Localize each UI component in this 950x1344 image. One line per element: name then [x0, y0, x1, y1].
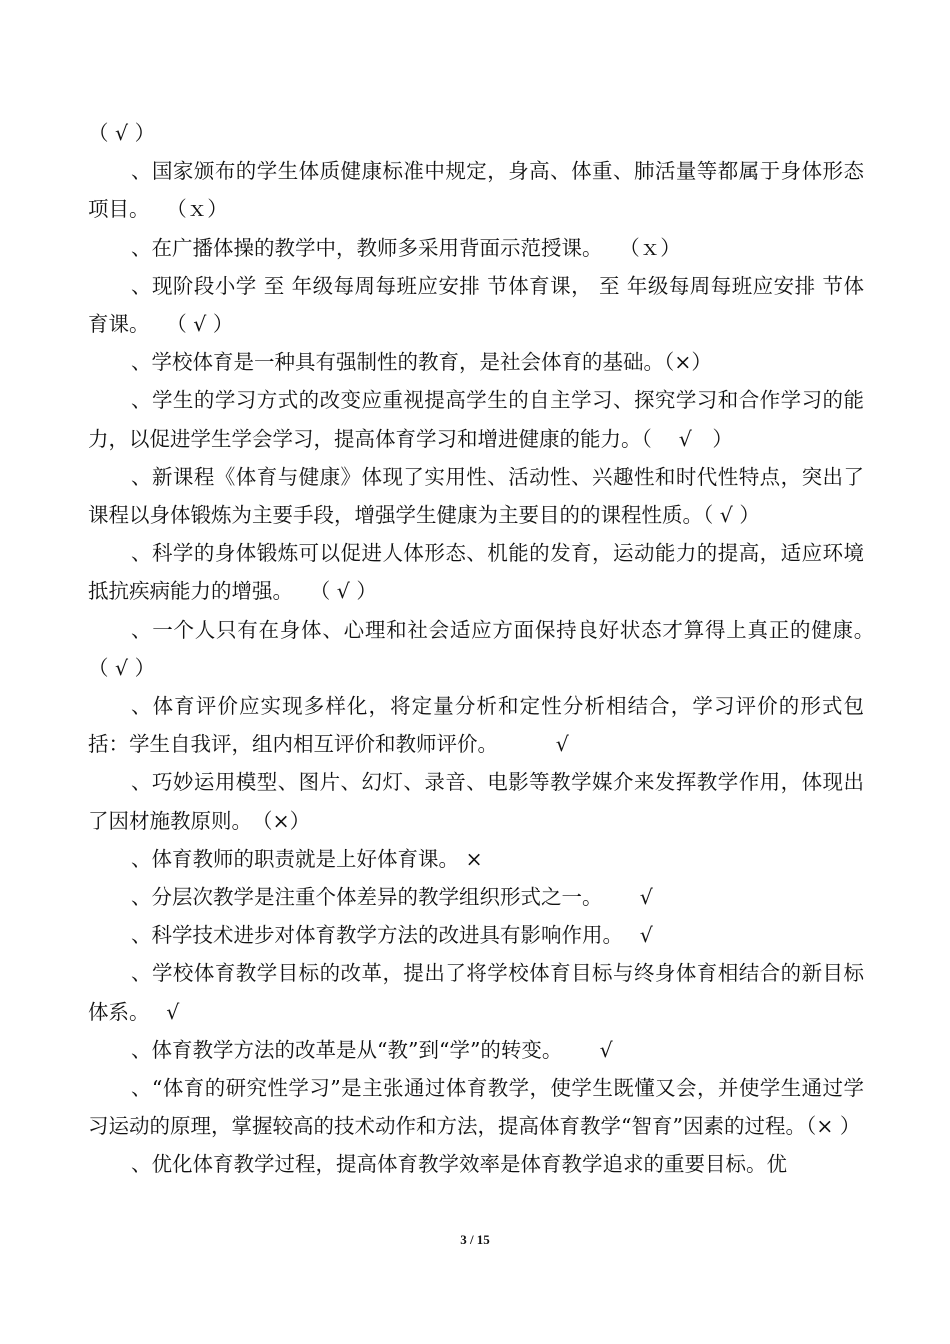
body-text — [88, 114, 905, 1184]
paragraph-item: 、学生的学习方式的改变应重视提高学生的自主学习、探究学习和合作学习的能力，以促进学生学会学习，提高体育学习和增进健康的能力。（ √ ） — [88, 388, 864, 451]
paragraph-item: 、学校体育是一种具有强制性的教育，是社会体育的基础。（×） — [131, 350, 712, 375]
paragraph-item: 、体育评价应实现多样化，将定量分析和定性分析相结合，学习评价的形式包括：学生自我评，组内相互评价和教师评价。 √ — [88, 694, 864, 757]
paragraph-item: 、一个人只有在身体、心理和社会适应方面保持良好状态才算得上真正的健康。 （ √ ） — [88, 617, 905, 680]
paragraph-item: 、“体育的研究性学习”是主张通过体育教学，使学生既懂又会，并使学生通过学习运动的原理，掌握较高的技术动作和方法，提高体育教学“智育”因素的过程。（× ） — [88, 1076, 864, 1139]
paragraph-answer-continuation: （ √ ） — [88, 121, 156, 145]
paragraph-item: 、国家颁布的学生体质健康标准中规定，身高、体重、肺活量等都属于身体形态项目。 （ｘ） — [88, 159, 864, 222]
paragraph-item: 、现阶段小学 至 年级每周每班应安排 节体育课， 至 年级每周每班应安排 节体育课。 （ √ ） — [88, 273, 864, 337]
paragraph-item: 、分层次教学是注重个体差异的教学组织形式之一。 √ — [131, 885, 653, 910]
paragraph-item: 、体育教学方法的改革是从“教”到“学”的转变。 √ — [131, 1037, 613, 1062]
page-number: 3 / 15 — [460, 1232, 490, 1247]
paragraph-item: 、学校体育教学目标的改革，提出了将学校体育目标与终身体育相结合的新目标体系。 √ — [88, 961, 864, 1024]
paragraph-item: 、在广播体操的教学中，教师多采用背面示范授课。 （ｘ） — [131, 235, 681, 260]
paragraph-item: 、体育教师的职责就是上好体育课。 × — [131, 846, 483, 871]
paragraph-item: 、巧妙运用模型、图片、幻灯、录音、电影等教学媒介来发挥教学作用，体现出了因材施教原则。 （×） — [88, 770, 864, 833]
paragraph-item: 、科学技术进步对体育教学方法的改进具有影响作用。 √ — [131, 923, 653, 948]
paragraph-item: 、优化体育教学过程，提高体育教学效率是体育教学追求的重要目标。优 — [131, 1152, 787, 1177]
paragraph-item: 、新课程《体育与健康》体现了实用性、活动性、兴趣性和时代性特点，突出了课程以身体锻炼为主要手段，增强学生健康为主要目的的课程性质。（ √ ） — [88, 464, 864, 528]
paragraph-item: 、科学的身体锻炼可以促进人体形态、机能的发育，运动能力的提高，适应环境抵抗疾病能力的增强。 （ √ ） — [88, 541, 864, 604]
